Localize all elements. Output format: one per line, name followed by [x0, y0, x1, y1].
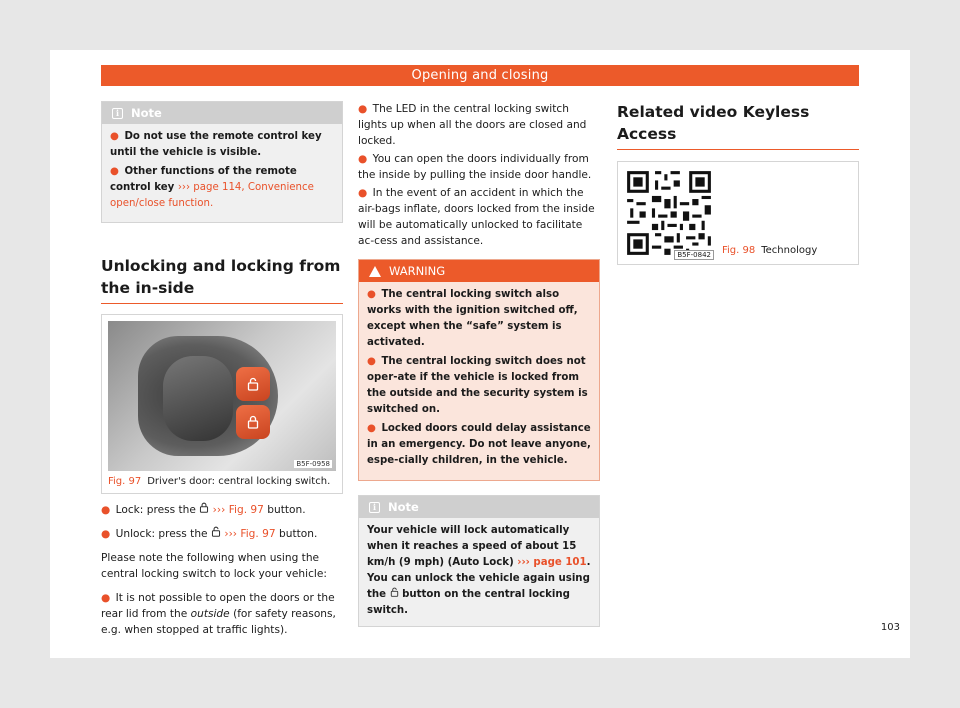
column-middle [358, 101, 600, 627]
info-icon: i [369, 502, 380, 513]
warning-body [359, 282, 599, 480]
unlock-icon [211, 526, 221, 537]
door-lock-switch-image [108, 321, 336, 471]
body-text [101, 502, 343, 638]
qr-image-code: B5F-0842 [674, 250, 714, 260]
note-title: Note [131, 106, 162, 120]
note-box [101, 101, 343, 223]
image-code: B5F-0958 [296, 460, 330, 468]
figure-98 [617, 161, 859, 265]
warning-item: ● The central locking switch also works with the ignition switched off, except when the “safe” system is activated. [367, 289, 578, 348]
note-item: ● Do not use the remote control key until the vehicle is visible. [110, 131, 322, 158]
lock-icon [247, 415, 259, 429]
unlock-instruction: ● Unlock: press the ››› Fig. 97 button. [101, 528, 318, 540]
qr-code-image[interactable] [624, 168, 714, 258]
section-title: Unlocking and locking from the in-side [101, 255, 343, 304]
warning-item: ● The central locking switch does not oper-ate if the vehicle is locked from the outside and the security system is switched on. [367, 356, 588, 415]
body-text [358, 101, 600, 249]
column-left [101, 101, 343, 638]
unlock-icon [390, 587, 399, 597]
note-body: Your vehicle will lock automatically when it reaches a speed of about 15 km/h (9 mph) (Auto Lock) ››› page 101. You can unlock the vehicle again using the button on the central locking switch. [367, 525, 591, 616]
lock-icon [199, 502, 209, 513]
list-item: ● The LED in the central locking switch lights up when all the doors are closed and locked. [358, 103, 587, 147]
note-header [102, 102, 342, 124]
figure-caption: Fig. 97 Driver's door: central locking switch. [108, 476, 331, 487]
warning-title: WARNING [389, 264, 446, 278]
figure-reference-link[interactable]: ››› Fig. 97 [224, 528, 276, 540]
page-reference-link[interactable]: ››› page 114, Convenience open/close function. [110, 182, 314, 209]
note-body [102, 124, 342, 222]
figure-caption: Fig. 98 Technology [722, 245, 818, 256]
qr-code-icon [624, 168, 714, 258]
warning-item: ● Locked doors could delay assistance in an emergency. Do not leave anyone, espe-cially children, in the vehicle. [367, 423, 591, 466]
unlock-icon [247, 377, 259, 391]
page-reference-link[interactable]: ››› page 101 [517, 557, 587, 568]
lock-button-image [236, 405, 270, 439]
unlock-button-image [236, 367, 270, 401]
list-item: ● It is not possible to open the doors or the rear lid from the outside (for safety reasons, e.g. when stopped at traffic lights). [101, 592, 336, 636]
info-icon: i [112, 108, 123, 119]
figure-reference-link[interactable]: ››› Fig. 97 [212, 504, 264, 516]
note-header [359, 496, 599, 518]
warning-header [359, 260, 599, 282]
lock-instruction: ● Lock: press the ››› Fig. 97 button. [101, 504, 306, 516]
page-number: 103 [880, 622, 900, 633]
list-item: ● In the event of an accident in which the air-bags inflate, doors locked from the inside will be automatically unlocked to facilitate ac-cess and assistance. [358, 187, 595, 247]
note-box [358, 495, 600, 627]
figure-label: Fig. 98 [722, 245, 756, 256]
note-item: ● Other functions of the remote control key ››› page 114, Convenience open/close function. [110, 166, 314, 209]
door-handle [163, 356, 233, 441]
column-right [617, 101, 859, 265]
note-title: Note [388, 500, 419, 514]
video-section-title: Related video Keyless Access [617, 101, 859, 150]
intro-paragraph: Please note the following when using the central locking switch to lock your vehicle: [101, 552, 327, 580]
figure-label: Fig. 97 [108, 476, 142, 487]
page-header: Opening and closing [101, 65, 859, 86]
list-item: ● You can open the doors individually from the inside by pulling the inside door handle. [358, 153, 592, 181]
warning-triangle-icon [369, 266, 381, 277]
warning-box [358, 259, 600, 481]
figure-97 [101, 314, 343, 494]
